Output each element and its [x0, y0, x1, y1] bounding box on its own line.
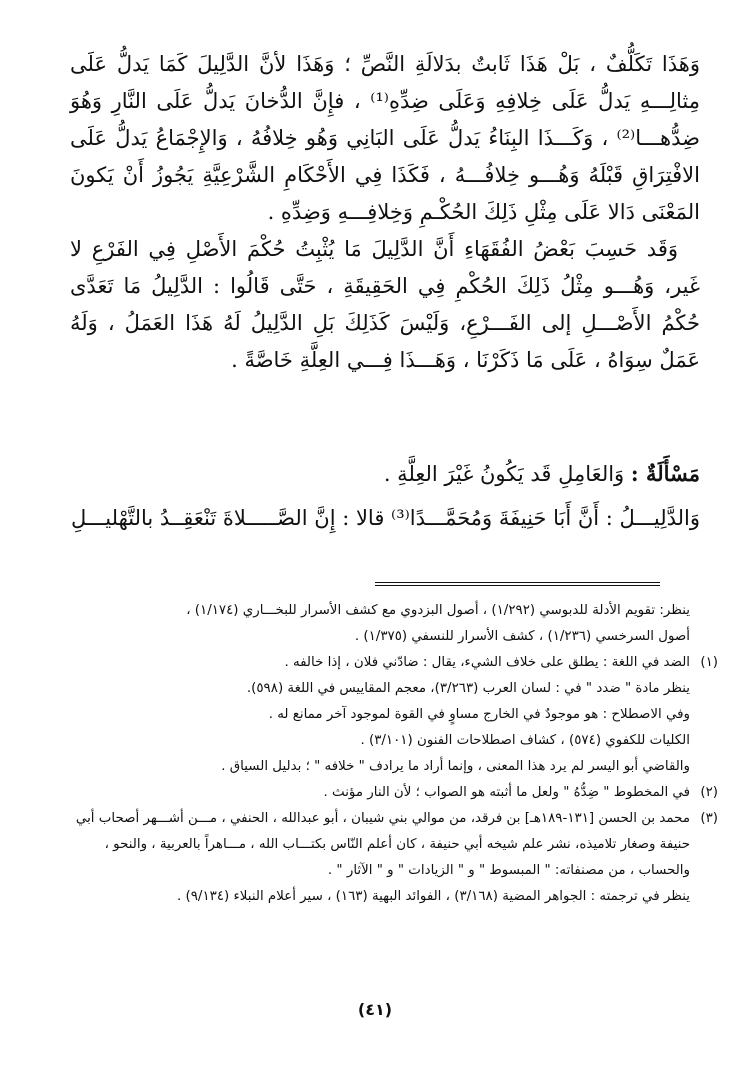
footnote-1-line-4: الكليات للكفوي (٥٧٤) ، كشاف اصطلاحات الفنون (٣/١٠١) .: [360, 733, 690, 748]
footnote-2-number: (٢): [700, 785, 718, 800]
footnote-sources-line-1: ينظر: تقويم الأدلة للدبوسي (١/٢٩٢) ، أصول البزدوي مع كشف الأسرار للبخـــاري (١/١٧٤) ،: [186, 603, 690, 618]
footnote-1-line-5: والقاضي أبو اليسر لم يرد هذا المعنى ، وإنما أراد ما يرادف " خلافه " ؛ بدليل السياق .: [221, 759, 690, 774]
footnote-1-number: (١): [700, 655, 718, 670]
footnote-2: [66, 780, 718, 806]
footnotes: [66, 598, 718, 910]
footnote-3-line-2: ينظر في ترجمته : الجواهر المضية (٣/١٦٨) ، الفوائد البهية (١٦٣) ، سير أعلام النبلاء (٩/١٣٤) .: [176, 889, 690, 904]
page-number: (٤١): [357, 1000, 393, 1019]
footnote-separator: [375, 582, 660, 583]
issue-heading: [70, 452, 700, 496]
main-paragraph-1: وَهَذَا تَكَلُّفٌ ، بَلْ هَذَا ثَابتٌ بدَلالَةِ النَّصِّ ؛ وَهَذَا لأنَّ الدَّلِيلَ كَمَا يَدلُّ عَلَى مِثالِـــهِ يَدلُّ عَلَى خِلافِهِ وَعَلَى ضِدِّهِ⁽¹⁾ ، فإِنَّ الدُّخانَ يَدلُّ عَلَى النَّارِ وَهُوَ ضِدُّهـــا⁽²⁾ ، وَكَـــذَا البِنَاءُ يَدلُّ عَلَى البَانِي وَهُو خِلافُهُ ، وَالإِجْمَاعُ يَدلُّ عَلَى الافْتِرَاقِ قَبْلَهُ وَهُـــو خِلافُـــهُ ، فَكَذَا فِي الأَحْكَامِ الشَّرْعِيَّةِ يَجُوزُ أَنْ يَكونَ المَعْنَى دَالا عَلَى مِثْلِ ذَلِكَ الحُكْـمِ وَخِلافِـــهِ وَضِدِّهِ .: [70, 52, 700, 224]
issue-label: مَسْأَلَةٌ :: [630, 461, 700, 486]
footnote-3-text: محمد بن الحسن [١٣١-١٨٩هـ] بن فرقد، من موالي بني شيبان ، أبو عبدالله ، الحنفي ، مـــن أشـــهر أصحاب أبي حنيفة وصغار تلاميذه، نشر علم شيخه أبي حنيفة ، كان أعلم النّاس بكتـــاب الله ، مـــاهراً بالعربية ، والنحو ، والحساب ، من مصنفاته: " المبسوط " و " الزيادات " و " الآثار " .: [75, 811, 690, 878]
footnote-3: [66, 806, 718, 884]
footnote-1-line-2: ينظر مادة " ضدد " في : لسان العرب (٣/٢٦٣)، معجم المقاييس في اللغة (٥٩٨).: [246, 681, 690, 696]
footnote-2-text: في المخطوط " ضِدُّهُ " ولعل ما أثبته هو الصواب ؛ لأن النار مؤنث .: [323, 785, 690, 800]
footnote-separator-double: [375, 585, 660, 586]
footnote-3-number: (٣): [700, 811, 718, 826]
footnote-1-line-3: وفي الاصطلاح : هو موجودٌ في الخارج مساوٍ في القوة لموجود آخر ممانع له .: [268, 707, 690, 722]
footnote-1: [66, 650, 718, 676]
main-text: [70, 46, 700, 379]
issue-statement: وَالعَامِلِ قَد يَكُونُ غَيْرَ العِلَّةِ .: [383, 462, 625, 486]
main-paragraph-2: وَقَد حَسِبَ بَعْضُ الفُقَهَاءِ أَنَّ الدَّلِيلَ مَا يُثْبِتُ حُكْمَ الأَصْلِ فِي الفَرْعِ لا غَير، وَهُـــو مِثْلُ ذَلِكَ الحُكْمِ فِي الحَقِيقَةِ ، حَتَّى قَالُوا : الدَّلِيلُ مَا تَعَدَّى حُكْمُ الأَصْـــلِ إلى الفَـــرْعِ، وَلَيْسَ كَذَلِكَ بَلِ الدَّلِيلُ لَهُ هَذَا العَمَلُ ، وَلَهُ عَمَلٌ سِوَاهُ ، عَلَى مَا ذَكَرْنَا ، وَهَـــذَا فِـــي العِلَّةِ خَاصَّةً .: [70, 237, 700, 372]
issue-proof: وَالدَّلِيـــلُ : أَنَّ أَبَا حَنِيفَةَ وَمُحَمَّـــدًا⁽³⁾ قالا : إِنَّ الصَّـــــلاةَ تَنْعَقِــدُ بالتَّهْليـــلِ: [70, 506, 700, 530]
footnote-1-text: الضد في اللغة : يطلق على خلاف الشيء، يقال : ضادّني فلان ، إذا خالفه .: [284, 655, 690, 670]
issue-section: [70, 452, 700, 540]
footnote-sources-line-2: أصول السرخسي (١/٢٣٦) ، كشف الأسرار للنسفي (١/٣٧٥) .: [354, 629, 690, 644]
